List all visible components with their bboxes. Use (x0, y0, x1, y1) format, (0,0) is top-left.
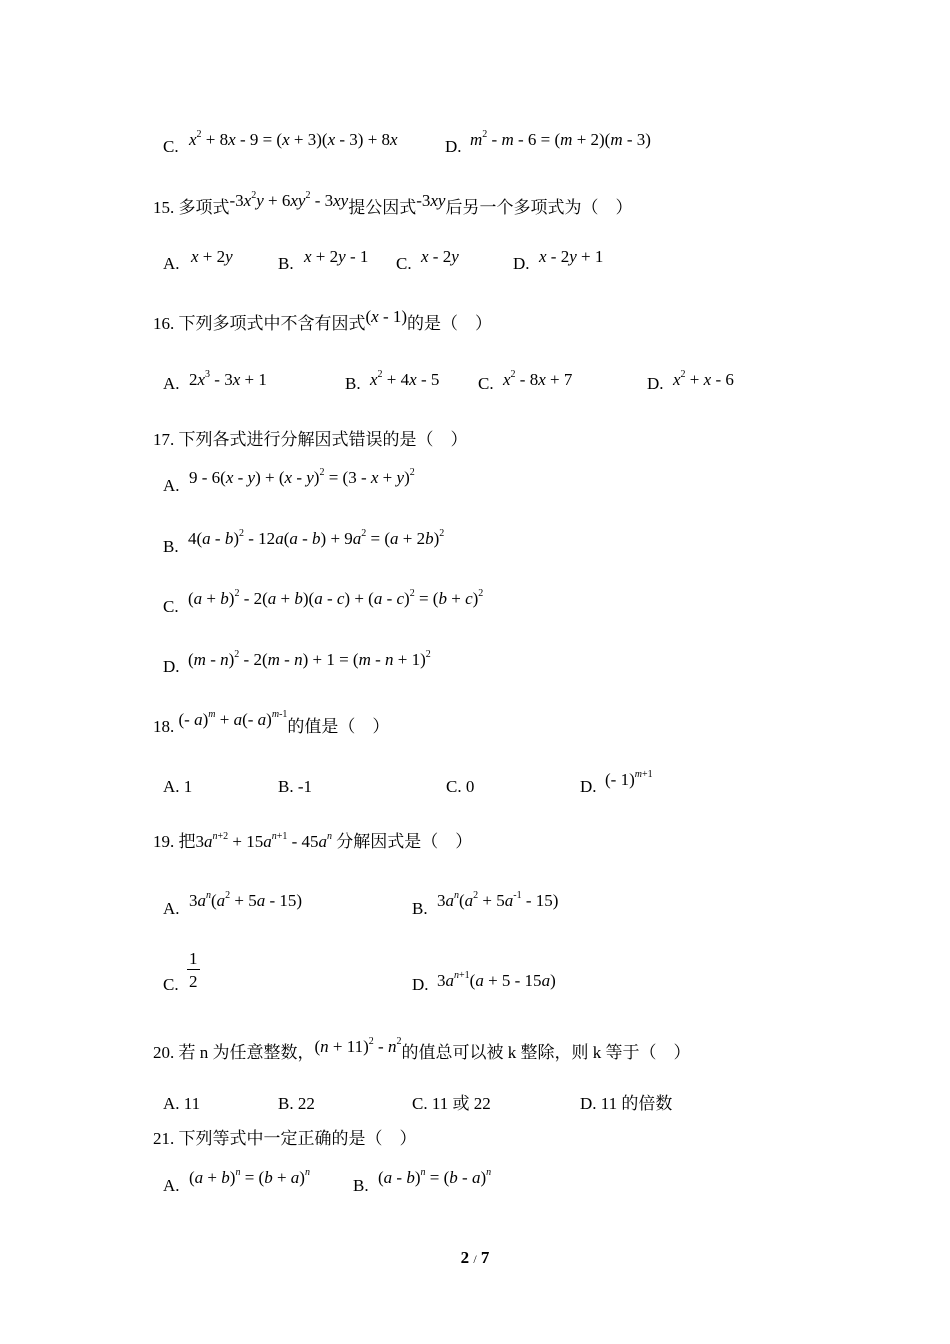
q20-expr: $(n + 11)^2 - n^2$ (314, 1036, 402, 1056)
q16-option-a-expr: $2x^3 - 3x + 1$ (189, 369, 267, 389)
q20-option-d: D. 11 的倍数 (580, 1094, 673, 1113)
q21-stem: 21. 下列等式中一定正确的是（ ） (153, 1129, 417, 1148)
q15-option-c-expr: x - 2y (421, 247, 459, 266)
q14-option-c: C. (163, 137, 179, 156)
q14-option-d: D. (445, 137, 462, 156)
q16-option-c-expr: $x^2 - 8x + 7$ (503, 369, 573, 389)
q19-option-b: B. (412, 899, 428, 918)
q19-option-d-expr: $3a^{n+1}(a + 5 - 15a)$ (437, 970, 556, 990)
q20-option-c: C. 11 或 22 (412, 1094, 491, 1113)
q16-option-b-expr: $x^2 + 4x - 5$ (370, 369, 440, 389)
q17-option-a-expr: $9 - 6(x - y) + (x - y)^2 = (3 - x + y)^2$ (189, 467, 415, 487)
q18-option-a: A. 1 (163, 777, 193, 796)
q19-option-c-fraction: $\frac{1}{2}$ (189, 949, 198, 991)
q17-option-c: C. (163, 597, 179, 616)
q17-option-d: D. (163, 657, 180, 676)
q15-option-d-expr: x - 2y + 1 (539, 247, 604, 266)
q15-option-a-expr: x + 2y (191, 247, 233, 266)
q19-option-c: C. (163, 975, 179, 994)
q20-option-b: B. 22 (278, 1094, 315, 1113)
q19-option-a-expr: $3a^n(a^2 + 5a - 15)$ (189, 890, 303, 910)
q17-option-b-expr: $4(a - b)^2 - 12a(a - b) + 9a^2 = (a + 2b)^2$ (188, 528, 445, 548)
q16-option-c: C. (478, 374, 494, 393)
q15-option-b: B. (278, 254, 294, 273)
q16-option-d: D. (647, 374, 664, 393)
q15-expr: $-3x^2y + 6xy^2 - 3xy$ (229, 190, 349, 210)
q17-option-b: B. (163, 537, 179, 556)
q18-option-b: B. -1 (278, 777, 313, 796)
q18-expr: (- a)$^m$ + a(- a)$^{m-1}$ (178, 709, 288, 729)
q18-option-d: D. (580, 777, 597, 796)
q14-option-d-expr: $m^2 - m - 6 = (m + 2)(m - 3)$ (470, 129, 651, 149)
q18-option-d-expr: (- 1)$^{m+1}$ (605, 769, 653, 789)
q19-option-b-expr: $3a^n(a^2 + 5a^{-1} - 15)$ (437, 890, 559, 910)
q16-option-d-expr: $x^2 + x - 6$ (673, 369, 734, 389)
q16-factor: (x - 1) (365, 307, 408, 326)
q21-option-a: A. (163, 1176, 180, 1195)
q14-option-c-expr: $x^2 + 8x - 9 = (x + 3)(x - 3) + 8x$ (189, 129, 398, 149)
q19-option-a: A. (163, 899, 180, 918)
q21-option-a-expr: $(a + b)^n = (b + a)^n$ (189, 1167, 310, 1187)
q18-option-c: C. 0 (446, 777, 475, 796)
q21-option-b-expr: (a - b)$^n$ = (b - a)$^n$ (378, 1167, 492, 1187)
q15-option-a: A. (163, 254, 180, 273)
q19-stem: 19. 把$3a^{n+2} + 15a^{n+1} - 45a^n$ 分解因式是（ ） (153, 831, 473, 851)
q20-option-a: A. 11 (163, 1094, 201, 1113)
q17-option-a: A. (163, 476, 180, 495)
q15-option-c: C. (396, 254, 412, 273)
q15-option-d: D. (513, 254, 530, 273)
q17-stem: 17. 下列各式进行分解因式错误的是（ ） (153, 430, 468, 449)
q20-stem: 20. 若 n 为任意整数，$(n + 11)^2 - n^2$的值总可以被 k 整除，则 k 等于（ ） (153, 1036, 691, 1062)
q21-option-b: B. (353, 1176, 369, 1195)
page-number: 2 / 7 (460, 1248, 490, 1267)
q15-option-b-expr: x + 2y - 1 (304, 247, 369, 266)
q19-option-d: D. (412, 975, 429, 994)
q17-option-c-expr: $(a + b)^2 - 2(a + b)(a - c) + (a - c)^2 = (b + c)^2$ (188, 588, 484, 608)
q16-stem: 16. 下列多项式中不含有因式(x - 1)的是（ ） (153, 307, 493, 333)
q16-option-b: B. (345, 374, 361, 393)
q17-option-d-expr: $(m - n)^2 - 2(m - n) + 1 = (m - n + 1)^2$ (188, 649, 431, 669)
q15-factor: -3xy (416, 191, 446, 210)
q15-stem: 15. 多项式$-3x^2y + 6xy^2 - 3xy$提公因式-3xy后另一个多项式为（ ） (153, 190, 633, 217)
q19-expr: $3a^{n+2} + 15a^{n+1} - 45a^n$ (195, 831, 333, 851)
q18-stem: 18. (- a)$^m$ + a(- a)$^{m-1}$的值是（ ） (153, 709, 390, 736)
q16-option-a: A. (163, 374, 180, 393)
